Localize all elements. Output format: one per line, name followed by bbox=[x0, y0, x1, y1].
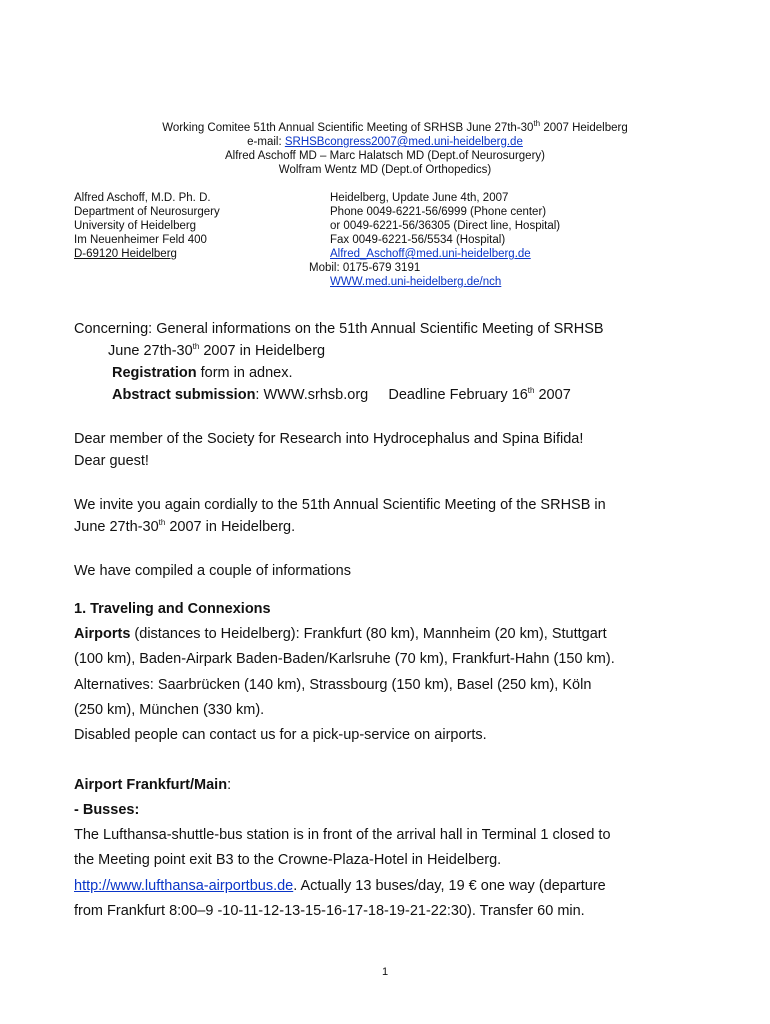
compiled-line: We have compiled a couple of informations bbox=[74, 563, 351, 579]
invite-line1: We invite you again cordially to the 51th Annual Scientific Meeting of the SRHSB in bbox=[74, 497, 606, 513]
alternatives-line1: Alternatives: Saarbrücken (140 km), Strassbourg (150 km), Basel (250 km), Köln bbox=[74, 677, 592, 693]
disabled-pickup-line: Disabled people can contact us for a pick-up-service on airports. bbox=[74, 727, 487, 743]
concerning-line: Concerning: General informations on the 51th Annual Scientific Meeting of SRHSB bbox=[74, 321, 604, 337]
sender-univ: University of Heidelberg bbox=[74, 220, 197, 232]
website-link[interactable]: WWW.med.uni-heidelberg.de/nch bbox=[330, 276, 502, 288]
letterhead-title: Working Comitee 51th Annual Scientific Meeting of SRHSB June 27th-30th 2007 Heidelberg bbox=[162, 119, 628, 134]
section-traveling-title: 1. Traveling and Connexions bbox=[74, 601, 271, 617]
letterhead-orthopedics: Wolfram Wentz MD (Dept.of Orthopedics) bbox=[278, 164, 492, 176]
busses-heading: - Busses: bbox=[74, 802, 140, 818]
shuttle-line3: http://www.lufthansa-airportbus.de. Actually 13 buses/day, 19 € one way (departure bbox=[74, 878, 606, 894]
airports-line2: (100 km), Baden-Airpark Baden-Baden/Karlsruhe (70 km), Frankfurt-Hahn (150 km). bbox=[74, 651, 615, 667]
letterhead bbox=[0, 121, 770, 177]
sender-name: Alfred Aschoff, M.D. Ph. D. bbox=[74, 192, 211, 204]
update-date: Heidelberg, Update June 4th, 2007 bbox=[330, 192, 509, 204]
fax-number: Fax 0049-6221-56/5534 (Hospital) bbox=[330, 234, 506, 246]
abstract-line: Abstract submission: WWW.srhsb.org Deadline February 16th 2007 bbox=[112, 386, 571, 403]
frankfurt-title: Airport Frankfurt/Main: bbox=[74, 777, 232, 793]
greeting-members: Dear member of the Society for Research into Hydrocephalus and Spina Bifida! bbox=[74, 431, 584, 447]
congress-email-link[interactable]: SRHSBcongress2007@med.uni-heidelberg.de bbox=[284, 136, 523, 148]
registration-line: Registration form in adnex. bbox=[112, 365, 293, 381]
mobile-number: Mobil: 0175-679 3191 bbox=[309, 262, 421, 274]
contact-email-link[interactable]: Alfred_Aschoff@med.uni-heidelberg.de bbox=[330, 248, 531, 260]
sender-dept: Department of Neurosurgery bbox=[74, 206, 220, 218]
phone-center: Phone 0049-6221-56/6999 (Phone center) bbox=[330, 206, 547, 218]
shuttle-line4: from Frankfurt 8:00–9 -10-11-12-13-15-16-17-18-19-21-22:30). Transfer 60 min. bbox=[74, 903, 585, 919]
invite-line2: June 27th-30th 2007 in Heidelberg. bbox=[74, 518, 296, 535]
concerning-dates: June 27th-30th 2007 in Heidelberg bbox=[108, 342, 326, 359]
greeting-guest: Dear guest! bbox=[74, 453, 149, 469]
page-number: 1 bbox=[381, 966, 389, 978]
contact-block bbox=[309, 191, 561, 289]
lufthansa-bus-link[interactable]: http://www.lufthansa-airportbus.de bbox=[74, 878, 294, 894]
alternatives-line2: (250 km), München (330 km). bbox=[74, 702, 265, 718]
letterhead-neurosurgery: Alfred Aschoff MD – Marc Halatsch MD (Dept.of Neurosurgery) bbox=[225, 150, 545, 162]
letterhead-email: e-mail: SRHSBcongress2007@med.uni-heidelberg.de bbox=[247, 136, 523, 148]
sender-city: D-69120 Heidelberg bbox=[74, 248, 177, 260]
sender-address bbox=[74, 191, 220, 261]
shuttle-line1: The Lufthansa-shuttle-bus station is in front of the arrival hall in Terminal 1 closed to bbox=[74, 827, 611, 843]
sender-street: Im Neuenheimer Feld 400 bbox=[74, 234, 207, 246]
airports-line1: Airports (distances to Heidelberg): Frankfurt (80 km), Mannheim (20 km), Stuttgart bbox=[74, 626, 607, 642]
shuttle-line2: the Meeting point exit B3 to the Crowne-Plaza-Hotel in Heidelberg. bbox=[74, 852, 502, 868]
phone-direct: or 0049-6221-56/36305 (Direct line, Hospital) bbox=[330, 220, 561, 232]
